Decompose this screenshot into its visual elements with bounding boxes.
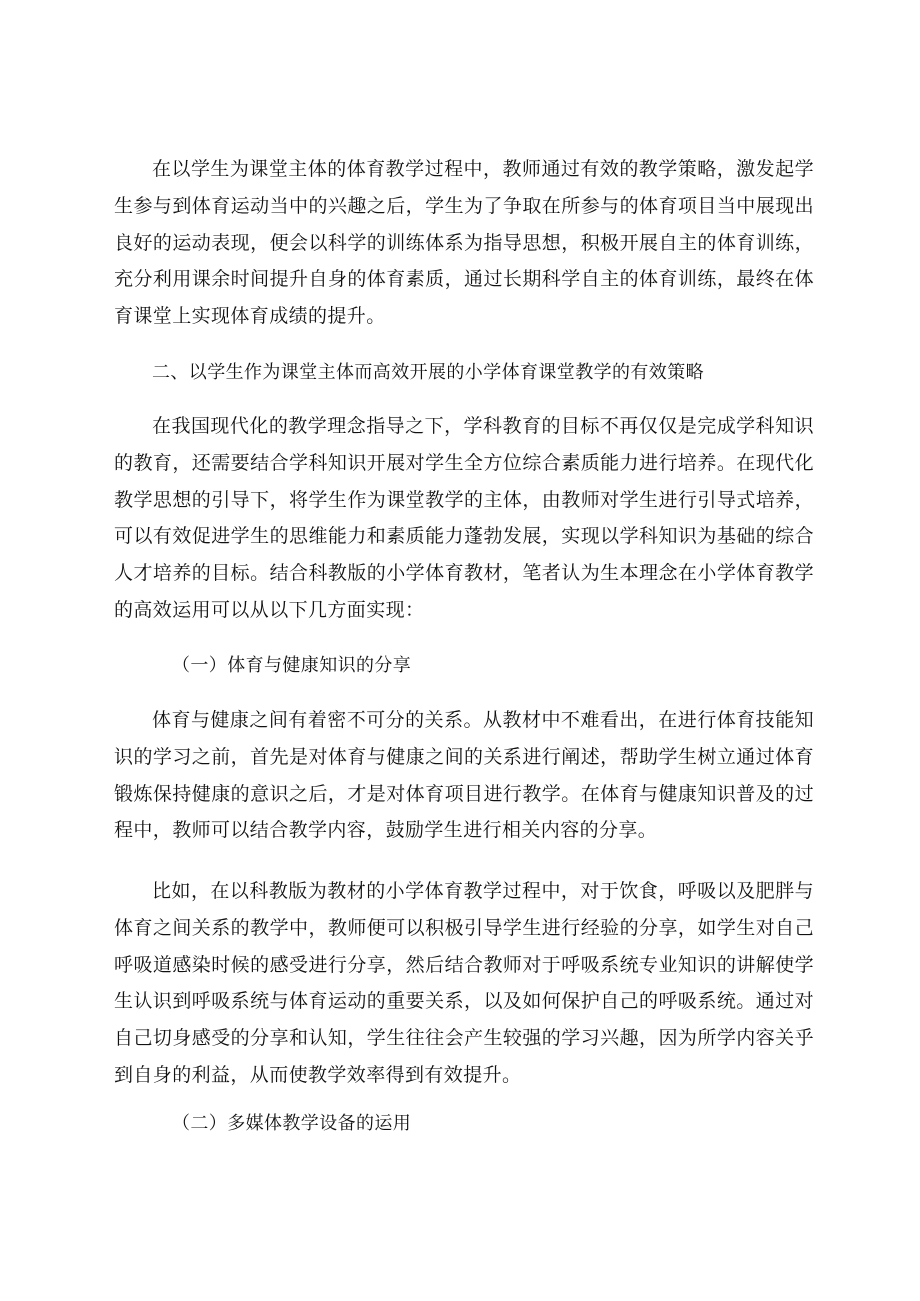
subsection-heading: （二）多媒体教学设备的运用 [172, 1113, 412, 1134]
body-paragraph: 体育与健康之间有着密不可分的关系。从教材中不难看出，在进行体育技能知识的学习之前，首先是对体育与健康之间的关系进行阐述，帮助学生树立通过体育锻炼保持健康的意识之后，才是对体育项目进行教学。在体育与健康知识普及的过程中，教师可以结合教学内容，鼓励学生进行相关内容的分享。 [114, 709, 814, 842]
body-paragraph: 在以学生为课堂主体的体育教学过程中，教师通过有效的教学策略，激发起学生参与到体育运动当中的兴趣之后，学生为了争取在所参与的体育项目当中展现出良好的运动表现，便会以科学的训练体系为指导思想，积极开展自主的体育训练，充分利用课余时间提升自身的体育素质，通过长期科学自主的体育训练，最终在体育课堂上实现体育成绩的提升。 [114, 158, 814, 328]
section-heading: 二、以学生作为课堂主体而高效开展的小学体育课堂教学的有效策略 [152, 362, 704, 383]
subsection-heading: （一）体育与健康知识的分享 [172, 655, 412, 676]
body-paragraph: 在我国现代化的教学理念指导之下，学科教育的目标不再仅仅是完成学科知识的教育，还需要结合学科知识开展对学生全方位综合素质能力进行培养。在现代化教学思想的引导下，将学生作为课堂教学的主体，由教师对学生进行引导式培养，可以有效促进学生的思维能力和素质能力蓬勃发展，实现以学科知识为基础的综合人才培养的目标。结合科教版的小学体育教材，笔者认为生本理念在小学体育教学的高效运用可以从以下几方面实现： [114, 415, 814, 621]
body-paragraph: 比如，在以科教版为教材的小学体育教学过程中，对于饮食，呼吸以及肥胖与体育之间关系的教学中，教师便可以积极引导学生进行经验的分享，如学生对自己呼吸道感染时候的感受进行分享，然后结合教师对于呼吸系统专业知识的讲解使学生认识到呼吸系统与体育运动的重要关系，以及如何保护自己的呼吸系统。通过对自己切身感受的分享和认知，学生往往会产生较强的学习兴趣，因为所学内容关乎到自身的利益，从而使教学效率得到有效提升。 [114, 880, 814, 1086]
